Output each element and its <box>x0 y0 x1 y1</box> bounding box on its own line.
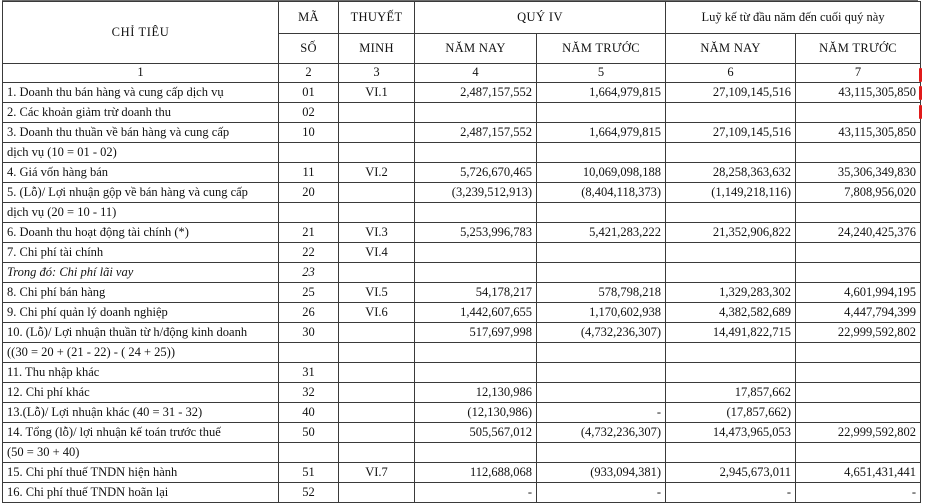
row-quarter-now <box>415 243 537 263</box>
header-group-cumulative: Luỹ kế từ đầu năm đến cuối quý này <box>666 2 921 34</box>
header-group-quarter: QUÝ IV <box>415 2 666 34</box>
row-label: 2. Các khoản giảm trừ doanh thu <box>3 103 279 123</box>
row-quarter-now <box>415 443 537 463</box>
row-cumulative-now: 2,945,673,011 <box>666 463 796 483</box>
row-quarter-now <box>415 203 537 223</box>
row-quarter-prev: (8,404,118,373) <box>537 183 666 203</box>
row-code: 40 <box>279 403 339 423</box>
table-row <box>3 303 921 323</box>
row-label: 8. Chi phí bán hàng <box>3 283 279 303</box>
row-quarter-now: 2,487,157,552 <box>415 83 537 103</box>
row-label: 11. Thu nhập khác <box>3 363 279 383</box>
row-label: (50 = 30 + 40) <box>3 443 279 463</box>
row-quarter-now: 2,487,157,552 <box>415 123 537 143</box>
row-cumulative-prev: 4,651,431,441 <box>796 463 921 483</box>
row-quarter-prev: (933,094,381) <box>537 463 666 483</box>
table-row <box>3 103 921 123</box>
table-row <box>3 403 921 423</box>
table-row <box>3 383 921 403</box>
row-label: 1. Doanh thu bán hàng và cung cấp dịch vụ <box>3 83 279 103</box>
row-label: 5. (Lỗ)/ Lợi nhuận gộp về bán hàng và cung cấp <box>3 183 279 203</box>
colnum-5: 5 <box>537 64 666 83</box>
row-cumulative-prev: 22,999,592,802 <box>796 423 921 443</box>
colnum-3: 3 <box>339 64 415 83</box>
row-code: 50 <box>279 423 339 443</box>
row-code: 11 <box>279 163 339 183</box>
row-code: 02 <box>279 103 339 123</box>
row-label: dịch vụ (10 = 01 - 02) <box>3 143 279 163</box>
row-label: ((30 = 20 + (21 - 22) - ( 24 + 25)) <box>3 343 279 363</box>
row-quarter-now: 5,253,996,783 <box>415 223 537 243</box>
row-quarter-now: 54,178,217 <box>415 283 537 303</box>
row-quarter-prev <box>537 343 666 363</box>
row-code <box>279 443 339 463</box>
row-cumulative-prev <box>796 103 921 123</box>
red-annotation-mark <box>919 105 922 119</box>
row-quarter-prev: (4,732,236,307) <box>537 323 666 343</box>
row-label: 7. Chi phí tài chính <box>3 243 279 263</box>
row-note: VI.3 <box>339 223 415 243</box>
table-row <box>3 263 921 283</box>
row-cumulative-prev <box>796 263 921 283</box>
row-quarter-prev <box>537 263 666 283</box>
row-quarter-now <box>415 343 537 363</box>
row-cumulative-prev <box>796 443 921 463</box>
row-cumulative-prev <box>796 363 921 383</box>
header-row-1 <box>3 2 921 34</box>
row-cumulative-now: 27,109,145,516 <box>666 83 796 103</box>
row-note <box>339 383 415 403</box>
table-row <box>3 283 921 303</box>
row-note <box>339 363 415 383</box>
row-note <box>339 263 415 283</box>
row-code: 22 <box>279 243 339 263</box>
table-row <box>3 223 921 243</box>
row-cumulative-now <box>666 243 796 263</box>
row-cumulative-now <box>666 143 796 163</box>
row-quarter-prev: (4,732,236,307) <box>537 423 666 443</box>
table-row <box>3 183 921 203</box>
row-quarter-now: - <box>415 483 537 503</box>
row-cumulative-prev: 7,808,956,020 <box>796 183 921 203</box>
row-quarter-now <box>415 143 537 163</box>
row-quarter-prev: 1,664,979,815 <box>537 123 666 143</box>
row-quarter-prev <box>537 443 666 463</box>
row-code: 26 <box>279 303 339 323</box>
table-row <box>3 443 921 463</box>
row-cumulative-now: (1,149,218,116) <box>666 183 796 203</box>
row-code: 32 <box>279 383 339 403</box>
row-label: 10. (Lỗ)/ Lợi nhuận thuần từ h/động kinh doanh <box>3 323 279 343</box>
row-note: VI.4 <box>339 243 415 263</box>
header-ma-line2: SỐ <box>279 34 339 64</box>
row-cumulative-now: 28,258,363,632 <box>666 163 796 183</box>
row-cumulative-prev: 24,240,425,376 <box>796 223 921 243</box>
row-note <box>339 423 415 443</box>
row-quarter-now: 5,726,670,465 <box>415 163 537 183</box>
row-quarter-prev: 1,170,602,938 <box>537 303 666 323</box>
row-quarter-prev <box>537 243 666 263</box>
row-quarter-now: 517,697,998 <box>415 323 537 343</box>
row-cumulative-now <box>666 343 796 363</box>
colnum-7: 7 <box>796 64 921 83</box>
row-code <box>279 343 339 363</box>
table-row <box>3 123 921 143</box>
row-label: 14. Tổng (lỗ)/ lợi nhuận kế toán trước thuế <box>3 423 279 443</box>
row-cumulative-now: 14,473,965,053 <box>666 423 796 443</box>
header-cumulative-now: NĂM NAY <box>666 34 796 64</box>
header-ma-line1: MÃ <box>279 2 339 34</box>
table-row <box>3 243 921 263</box>
row-code <box>279 203 339 223</box>
row-quarter-prev <box>537 383 666 403</box>
row-code: 52 <box>279 483 339 503</box>
row-code: 23 <box>279 263 339 283</box>
row-quarter-prev: - <box>537 403 666 423</box>
row-code: 25 <box>279 283 339 303</box>
row-cumulative-now: 4,382,582,689 <box>666 303 796 323</box>
row-label: 16. Chi phí thuế TNDN hoãn lại <box>3 483 279 503</box>
row-label: dịch vụ (20 = 10 - 11) <box>3 203 279 223</box>
row-quarter-prev <box>537 363 666 383</box>
row-cumulative-now <box>666 263 796 283</box>
table-row <box>3 323 921 343</box>
row-note <box>339 143 415 163</box>
row-note: VI.1 <box>339 83 415 103</box>
colnum-6: 6 <box>666 64 796 83</box>
row-cumulative-prev <box>796 203 921 223</box>
row-cumulative-now: - <box>666 483 796 503</box>
row-quarter-now: 12,130,986 <box>415 383 537 403</box>
row-note <box>339 403 415 423</box>
row-cumulative-prev: 35,306,349,830 <box>796 163 921 183</box>
row-label: 9. Chi phí quản lý doanh nghiệp <box>3 303 279 323</box>
row-quarter-now <box>415 103 537 123</box>
row-cumulative-prev <box>796 243 921 263</box>
row-quarter-now <box>415 263 537 283</box>
row-note: VI.7 <box>339 463 415 483</box>
row-quarter-now <box>415 363 537 383</box>
row-code: 01 <box>279 83 339 103</box>
row-code: 20 <box>279 183 339 203</box>
colnum-4: 4 <box>415 64 537 83</box>
table-row <box>3 363 921 383</box>
table-row <box>3 83 921 103</box>
row-cumulative-now: 14,491,822,715 <box>666 323 796 343</box>
row-quarter-now: (12,130,986) <box>415 403 537 423</box>
row-quarter-now: 505,567,012 <box>415 423 537 443</box>
header-thuyet-line2: MINH <box>339 34 415 64</box>
row-cumulative-prev: 43,115,305,850 <box>796 83 921 103</box>
row-label: Trong đó: Chi phí lãi vay <box>3 263 279 283</box>
row-note <box>339 483 415 503</box>
row-quarter-prev <box>537 103 666 123</box>
row-quarter-prev: 1,664,979,815 <box>537 83 666 103</box>
row-code <box>279 143 339 163</box>
row-cumulative-prev <box>796 383 921 403</box>
row-note <box>339 343 415 363</box>
row-code: 21 <box>279 223 339 243</box>
row-note <box>339 183 415 203</box>
row-label: 15. Chi phí thuế TNDN hiện hành <box>3 463 279 483</box>
row-cumulative-prev: 4,601,994,195 <box>796 283 921 303</box>
table-row <box>3 143 921 163</box>
row-label: 13.(Lỗ)/ Lợi nhuận khác (40 = 31 - 32) <box>3 403 279 423</box>
row-cumulative-prev: 43,115,305,850 <box>796 123 921 143</box>
row-note <box>339 123 415 143</box>
header-cumulative-prev: NĂM TRƯỚC <box>796 34 921 64</box>
row-quarter-prev: 578,798,218 <box>537 283 666 303</box>
row-label: 3. Doanh thu thuần về bán hàng và cung cấp <box>3 123 279 143</box>
row-note <box>339 103 415 123</box>
table-row <box>3 343 921 363</box>
row-cumulative-now <box>666 363 796 383</box>
income-statement-table <box>2 1 921 503</box>
table-row <box>3 483 921 503</box>
row-quarter-prev: - <box>537 483 666 503</box>
row-cumulative-now <box>666 443 796 463</box>
row-cumulative-now <box>666 103 796 123</box>
row-cumulative-now: 1,329,283,302 <box>666 283 796 303</box>
row-quarter-prev: 5,421,283,222 <box>537 223 666 243</box>
header-thuyet-line1: THUYẾT <box>339 2 415 34</box>
row-quarter-now: (3,239,512,913) <box>415 183 537 203</box>
row-quarter-now: 112,688,068 <box>415 463 537 483</box>
header-chi-tieu: CHỈ TIÊU <box>3 2 279 64</box>
row-note <box>339 443 415 463</box>
table-body <box>3 83 921 503</box>
row-note: VI.5 <box>339 283 415 303</box>
table-row <box>3 203 921 223</box>
table-row <box>3 423 921 443</box>
red-annotation-mark <box>919 68 922 82</box>
row-cumulative-prev <box>796 143 921 163</box>
row-code: 30 <box>279 323 339 343</box>
row-note: VI.6 <box>339 303 415 323</box>
row-label: 12. Chi phí khác <box>3 383 279 403</box>
table-row <box>3 463 921 483</box>
row-cumulative-now: 17,857,662 <box>666 383 796 403</box>
colnum-1: 1 <box>3 64 279 83</box>
row-cumulative-now: 27,109,145,516 <box>666 123 796 143</box>
row-note: VI.2 <box>339 163 415 183</box>
row-code: 51 <box>279 463 339 483</box>
row-cumulative-prev: 4,447,794,399 <box>796 303 921 323</box>
table-header <box>3 2 921 83</box>
row-label: 4. Giá vốn hàng bán <box>3 163 279 183</box>
row-quarter-prev <box>537 203 666 223</box>
row-cumulative-now: 21,352,906,822 <box>666 223 796 243</box>
row-cumulative-prev <box>796 403 921 423</box>
row-note <box>339 203 415 223</box>
table-row <box>3 163 921 183</box>
row-cumulative-now <box>666 203 796 223</box>
row-cumulative-prev: - <box>796 483 921 503</box>
row-quarter-prev: 10,069,098,188 <box>537 163 666 183</box>
header-quarter-now: NĂM NAY <box>415 34 537 64</box>
row-label: 6. Doanh thu hoạt động tài chính (*) <box>3 223 279 243</box>
row-code: 10 <box>279 123 339 143</box>
row-code: 31 <box>279 363 339 383</box>
header-numbering-row <box>3 64 921 83</box>
header-quarter-prev: NĂM TRƯỚC <box>537 34 666 64</box>
red-annotation-mark <box>919 86 922 100</box>
row-note <box>339 323 415 343</box>
row-quarter-now: 1,442,607,655 <box>415 303 537 323</box>
colnum-2: 2 <box>279 64 339 83</box>
row-cumulative-prev <box>796 343 921 363</box>
row-cumulative-now: (17,857,662) <box>666 403 796 423</box>
row-quarter-prev <box>537 143 666 163</box>
row-cumulative-prev: 22,999,592,802 <box>796 323 921 343</box>
